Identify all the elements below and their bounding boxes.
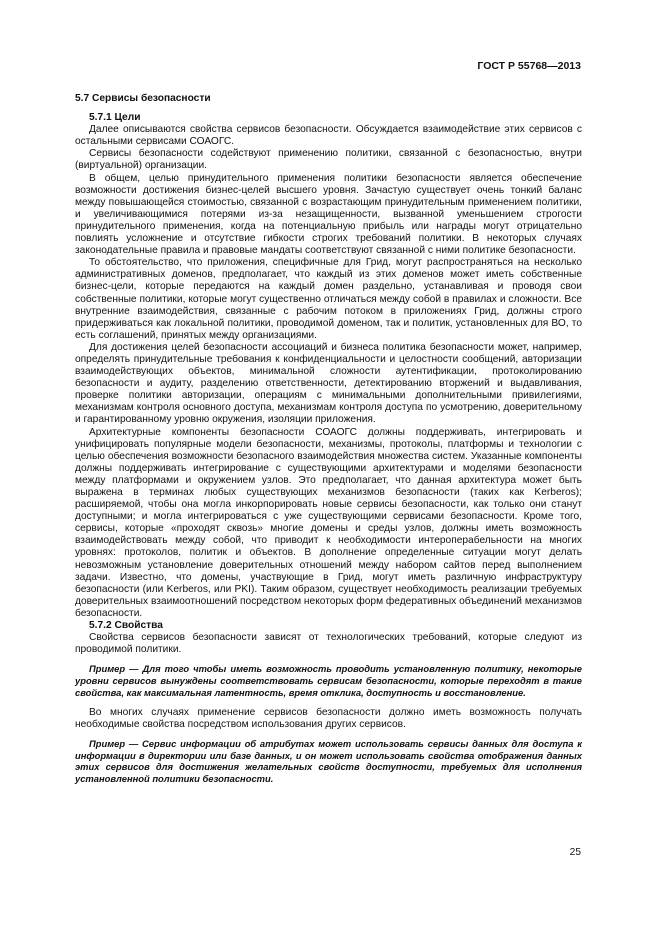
section-title: 5.7 Сервисы безопасности (75, 93, 211, 104)
page-number: 25 (569, 847, 581, 858)
paragraph: Сервисы безопасности содействуют применению политики, связанной с безопасностью, внутри (виртуальной) организации. (75, 148, 582, 172)
document-body (75, 93, 582, 794)
subsection-title-properties: 5.7.2 Свойства (89, 620, 163, 632)
paragraph: То обстоятельство, что приложения, специфичные для Грид, могут распространяться на несколько административных доменов, предполагает, что каждый из этих доменов может иметь собственные бизнес-цели, которые передаются на каждый домен раздельно, устанавливая и проводя свои собственные политики, которые могут существенно отличаться между собой в правилах и сложности. Все внутренние взаимодействия, связанные с рабочим потоком в приложениях Грид, должны строго придерживаться как локальной политики, проводимой доменом, так и политик, установленных для ВО, то есть соглашений, принятых между организациями. (75, 257, 582, 341)
paragraph: Свойства сервисов безопасности зависят от технологических требований, которые следуют из проводимой политики. (75, 632, 582, 656)
example-note: Пример — Сервис информации об атрибутах может использовать сервисы данных для доступа к информации в директории или базе данных, и он может использовать свойства отображения данных этих сервисов для достижения желательных свойств доступности, требуемых для исполнения установленной политики безопасности. (75, 738, 582, 785)
document-header: ГОСТ Р 55768—2013 (477, 60, 581, 72)
paragraph: Далее описываются свойства сервисов безопасности. Обсуждается взаимодействие этих сервисов с остальными сервисами СОАОГС. (75, 124, 582, 148)
paragraph: В общем, целью принудительного применения политики безопасности является обеспечение возможности достижения бизнес-целей высшего уровня. Зачастую существует очень тонкий баланс между повышающейся стоимостью, связанной с возрастающим принудительным применением политики, и увеличивающимися потерями из-за незащищенности, вызванной уменьшением строгости принудительного применения, когда на потенциальную прибыль или награды могут отрицательно повлиять усложнение и отсутствие гибкости строгих требований политики. В некоторых случаях законодательные правила и правовые мандаты соответствуют связанной с ними политике безопасности. (75, 172, 582, 257)
paragraph: Для достижения целей безопасности ассоциаций и бизнеса политика безопасности может, например, определять принудительные требования к конфиденциальности и целостности сообщений, авторизации взаимодействующих объектов, минимальной сложности аутентификации, протоколированию безопасности и аудиту, разделению ответственности, детектированию вторжений и выдавливания, проверке политики авторизации, операциям с минимальными дополнительными привилегиями, механизмам контроля основного доступа, механизмам контроля доступа по усмотрению, доверительному и гарантированному уровню окружения, изоляции приложения. (75, 341, 582, 426)
example-note: Пример — Для того чтобы иметь возможность проводить установленную политику, некоторые уровни сервисов вынуждены соответствовать сервисам безопасности, которые переходят в такие свойства, как максимальная латентность, время отклика, доступность и восстановление. (75, 663, 582, 698)
subsection-title-goals: 5.7.1 Цели (89, 112, 141, 124)
paragraph: Архитектурные компоненты безопасности СОАОГС должны поддерживать, интегрировать и унифицировать популярные модели безопасности, механизмы, протоколы, платформы и технологии с целью обеспечения возможности безопасного взаимодействия множества систем. Указанные компоненты должны поддерживать интегрирование с существующими архитектурами и моделями безопасности между платформами и окружением узлов. Это предполагает, что данная архитектура может быть выражена в терминах любых существующих механизмов безопасности (таких как Kerberos); расширяемой, чтобы она могла инкорпорировать новые сервисы безопасности, как только они станут доступными; и могла интегрироваться с уже существующими сервисами безопасности. Кроме того, сервисы, которые «проходят сквозь» многие домены и среды узлов, должны иметь возможность взаимодействовать между собой, что приводит к необходимости интероперабельности на многих уровнях: протоколов, политик и объектов. В дополнение определенные ситуации могут делать невозможным установление доверительных отношений между набором сайтов перед выполнением задачи. Известно, что домены, участвующие в Грид, могут иметь различную инфраструктуру безопасности (или Kerberos, или PKI). Таким образом, существует необходимость реализации требуемых доверительных взаимоотношений посредством некоторых форм федеративных объединений механизмов безопасности. (75, 426, 582, 619)
paragraph: Во многих случаях применение сервисов безопасности должно иметь возможность получать необходимые свойства посредством использования других сервисов. (75, 707, 582, 731)
